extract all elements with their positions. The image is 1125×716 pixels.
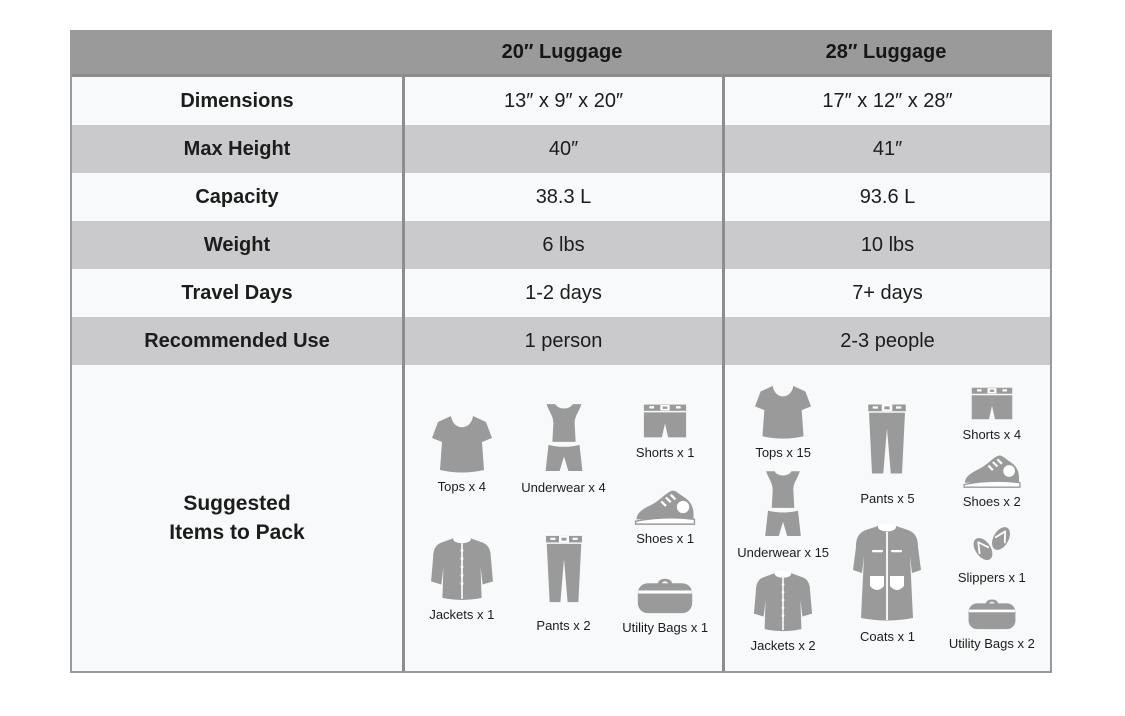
value-28: 2-3 people [722,317,1050,365]
shorts-icon [640,402,690,440]
packing-20-col3 [614,373,716,663]
packing-item [753,384,813,460]
packing-item [622,575,708,635]
packing-item [737,470,829,560]
header-spacer [72,30,402,74]
packing-item-label: Shoes x 2 [962,494,1021,510]
packing-28-col1 [731,373,835,663]
table-header-row [72,30,1050,77]
value-20: 1 person [402,317,722,365]
value-20: 1-2 days [402,269,722,317]
packing-item [426,536,498,622]
header-20-luggage: 20″ Luggage [501,40,623,63]
slippers-icon [968,521,1016,565]
packing-item-label: Underwear x 15 [737,545,830,560]
table-row-dimensions [72,77,1050,125]
packing-item [963,453,1021,509]
row-label: Travel Days [181,281,293,304]
sneaker-icon [963,453,1021,489]
packing-20-col2 [513,373,615,663]
value-20: 38.3 L [402,173,722,221]
value-28: 41″ [722,125,1050,173]
packing-item [634,488,696,546]
packing-item [851,524,923,644]
value-20: 13″ x 9″ x 20″ [402,77,722,125]
table-row-max-height [72,125,1050,173]
packing-item-label: Tops x 4 [437,479,487,495]
packing-28-col3 [940,373,1044,663]
table-row-suggested-items [72,365,1050,671]
utility-bag-icon [967,596,1017,631]
shorts-icon [968,385,1016,422]
table-row-capacity [72,173,1050,221]
jacket-icon [426,536,498,602]
packing-cell-20 [402,365,722,671]
suggested-items-label-line2: Items to Pack [169,521,305,544]
packing-item-label: Jackets x 1 [429,606,495,622]
pants-icon [863,392,911,486]
packing-item [949,596,1035,651]
header-28-luggage: 28″ Luggage [825,40,947,63]
packing-item-label: Jackets x 2 [750,637,816,653]
value-20: 40″ [402,125,722,173]
table-row-recommended-use [72,317,1050,365]
packing-item-label: Pants x 2 [536,618,591,633]
luggage-comparison-table [70,30,1052,673]
value-28: 10 lbs [722,221,1050,269]
pants-icon [541,525,587,613]
row-label: Capacity [195,185,279,208]
packing-item [963,385,1022,442]
table-row-weight [72,221,1050,269]
packing-item-label: Pants x 5 [860,490,915,506]
value-20: 6 lbs [402,221,722,269]
row-label: Max Height [183,137,291,160]
packing-item-label: Shorts x 4 [962,426,1022,442]
value-28: 17″ x 12″ x 28″ [722,77,1050,125]
packing-item [750,571,816,653]
suggested-items-label [72,365,402,671]
packing-item [636,402,695,460]
utility-bag-icon [636,575,694,615]
packing-item [958,521,1026,585]
row-label: Weight [203,233,271,256]
packing-cell-28 [722,365,1050,671]
value-28: 93.6 L [722,173,1050,221]
packing-item-label: Shorts x 1 [635,444,695,460]
coat-icon [851,524,923,624]
underwear-icon [533,403,595,475]
tshirt-icon [430,414,494,474]
packing-item-label: Coats x 1 [860,629,915,645]
suggested-items-label-line1: Suggested [183,491,291,515]
packing-item-label: Underwear x 4 [521,480,606,495]
packing-item-label: Utility Bags x 1 [622,619,709,635]
value-28: 7+ days [722,269,1050,317]
packing-item [860,392,914,506]
packing-item [430,414,494,494]
sneaker-icon [634,488,696,526]
packing-20-col1 [411,373,513,663]
row-label: Recommended Use [144,329,330,352]
tshirt-icon [753,384,813,440]
packing-item-label: Utility Bags x 2 [948,636,1035,652]
row-label: Dimensions [180,89,294,112]
packing-item [536,525,590,633]
packing-item-label: Tops x 15 [755,444,811,460]
underwear-icon [753,470,813,540]
jacket-icon [750,571,816,633]
table-row-travel-days [72,269,1050,317]
packing-item-label: Shoes x 1 [636,531,695,546]
packing-item-label: Slippers x 1 [957,569,1026,585]
packing-item [521,403,606,495]
packing-28-col2 [835,373,939,663]
